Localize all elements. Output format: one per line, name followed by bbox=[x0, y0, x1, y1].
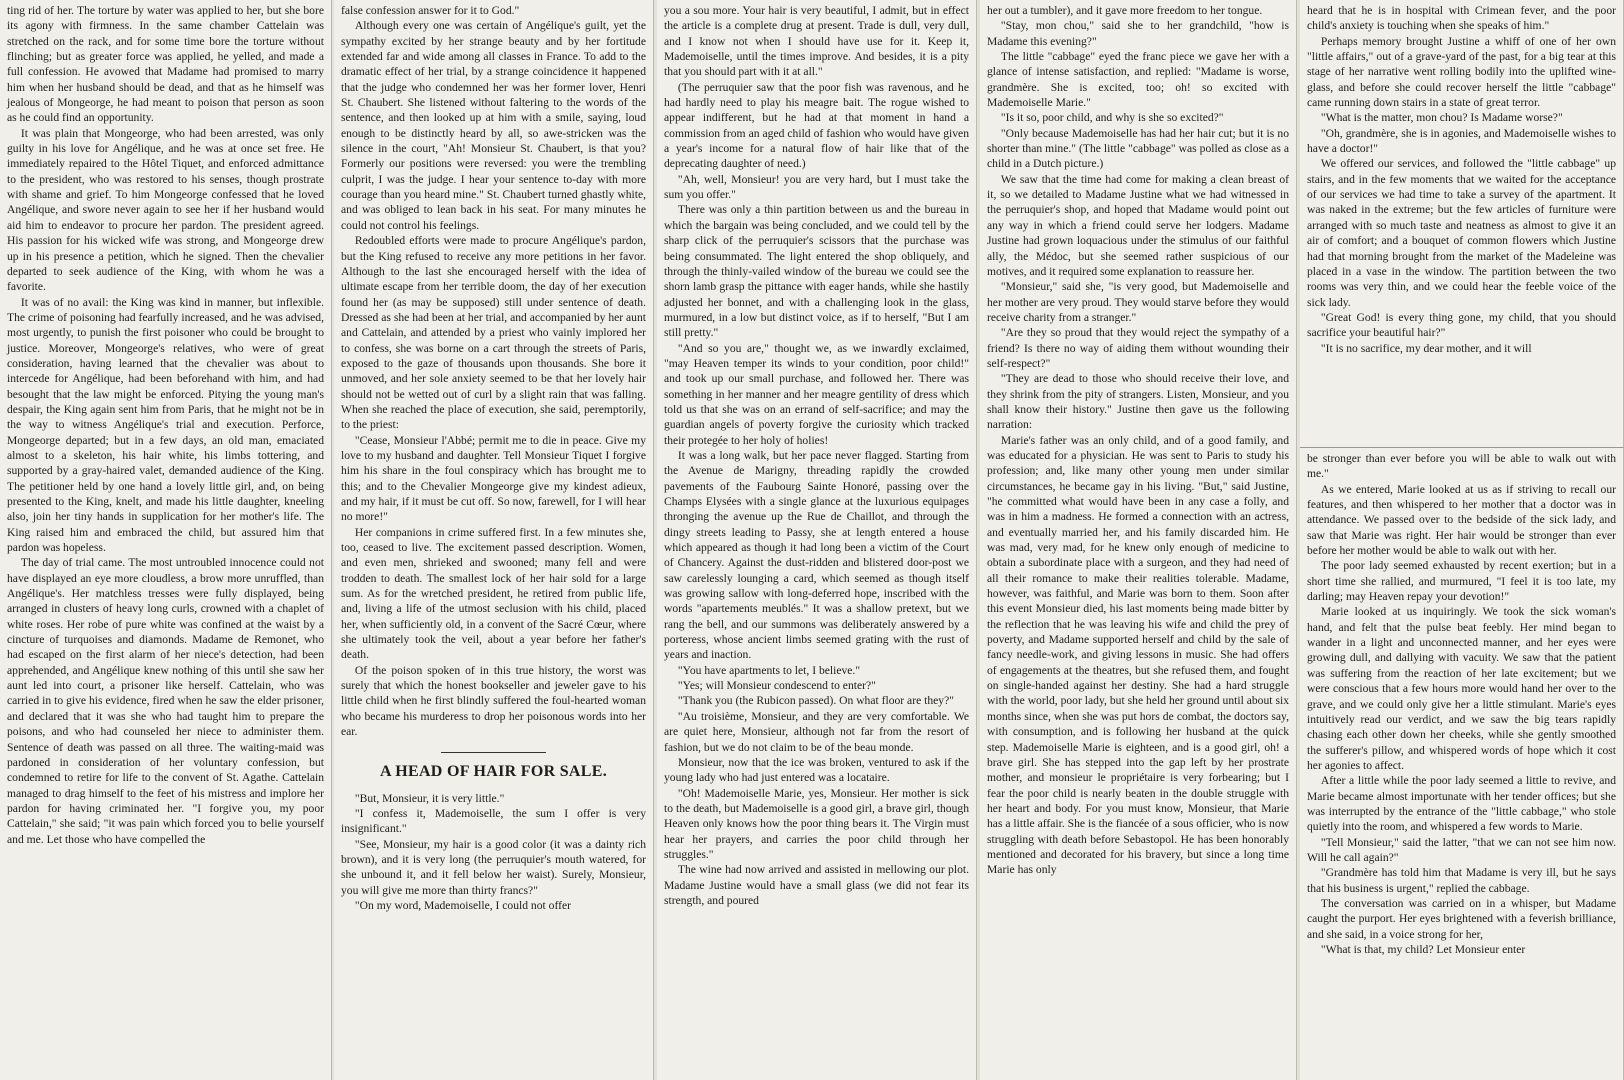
paragraph: Marie looked at us inquiringly. We took the sick woman's hand, and felt that the pulse beat feebly. Her mind began to wander in a light and unconnected manner, and her eyes were growing dull, and dallying with vacuity. We saw that the patient was suffering from the reaction of her late excitement; but we were conscious that a few hours more would hand her over to the grave, and we could only give her a little stimulant. Marie's eyes intuitively read our verdict, and we saw the big tears rapidly chasing each other down her cheeks, while she gently smoothed the sufferer's pillow, and whispered words of hope which it cost her agonies to affect. bbox=[1307, 605, 1616, 772]
paragraph: "You have apartments to let, I believe." bbox=[677, 663, 861, 677]
paragraph: be stronger than ever before you will be able to walk out with me." bbox=[1307, 452, 1616, 481]
paragraph: "Tell Monsieur," said the latter, "that we can not see him now. Will he call again?" bbox=[1307, 835, 1616, 864]
paragraph: "Cease, Monsieur l'Abbé; permit me to die in peace. Give my love to my husband and daughter. Tell Monsieur Tiquet I forgive him his share in the foul conspiracy which has brought me to this; and to the Chevalier Mongeorge give my kindest adieux, and my hair, if it must be cut off. So now, farewell, for I will hear no more!" bbox=[341, 433, 646, 524]
paragraph: "Ah, well, Monsieur! you are very hard, but I must take the sum you offer." bbox=[664, 172, 969, 202]
paragraph: "See, Monsieur, my hair is a good color (it was a dainty rich brown), and it is very long (the perruquier's mouth watered, for she unbound it, and it fell below her waist). Surely, Monsieur, you will give me more than thirty francs?" bbox=[341, 837, 646, 897]
paragraph: "Au troisième, Monsieur, and they are very comfortable. We are quiet here, Monsieur, although not far from the resort of fashion, but we do not claim to be of the beau monde. bbox=[664, 709, 969, 754]
paragraph: ting rid of her. The torture by water was applied to her, but she bore its agony with firmness. In the same chamber Cattelain was stretched on the rack, and for some time bore the torture without flinching; but as greater force was applied, he yelled, and made a full confession. He avowed that Madame had promised to marry him when her husband should be dead, and that as he himself was jealous of Mongeorge, he had meant to poison that person as soon as he could find an opportunity. bbox=[7, 4, 324, 125]
paragraph: "Is it so, poor child, and why is she so excited?" bbox=[1000, 111, 1224, 125]
paragraph: "Only because Mademoiselle has had her hair cut; but it is no shorter than mine." (The little "cabbage" was polled as close as a child in a Dutch picture.) bbox=[987, 126, 1289, 171]
paragraph: "What is that, my child? Let Monsieur enter bbox=[1320, 943, 1526, 956]
paragraph: "But, Monsieur, it is very little." bbox=[354, 791, 505, 805]
column-5-top bbox=[1300, 0, 1624, 448]
paragraph: "What is the matter, mon chou? Is Madame worse?" bbox=[1320, 111, 1563, 125]
paragraph: heard that he is in hospital with Crimean fever, and the poor child's anxiety is touching when she speaks of him." bbox=[1307, 4, 1616, 33]
column-1 bbox=[0, 0, 332, 1080]
paragraph: Of the poison spoken of in this true history, the worst was surely that which the honest bookseller and jeweler gave to his little child when he first blindly suffered the foul-hearted woman who became his murderess to drop her poisonous words into her ear. bbox=[341, 663, 646, 739]
paragraph: We offered our services, and followed the "little cabbage" up stairs, and in the few moments that we waited for the acceptance of our services we had time to take a survey of the apartment. It was naked in the extreme; but the few articles of furniture were arranged with so much taste and neatness as almost to give it an air of comfort; and a bouquet of common flowers which Justine had that morning brought from the market of the Madeleine was placed in a vase in the window. The partition between the two rooms was very thin, and we could hear the feeble voice of the sick lady. bbox=[1307, 157, 1616, 309]
paragraph: "They are dead to those who should receive their love, and they shrink from the pity of strangers. Listen, Monsieur, and you shall know their history." Justine then gave us the following narration: bbox=[987, 372, 1289, 432]
paragraph: "I confess it, Mademoiselle, the sum I offer is very insignificant." bbox=[341, 806, 646, 836]
paragraph: The poor lady seemed exhausted by recent exertion; but in a short time she rallied, and murmured, "I feel it is too late, my darling; may Heaven repay your devotion!" bbox=[1307, 559, 1616, 604]
column-5-bottom bbox=[1300, 448, 1624, 1080]
paragraph: The conversation was carried on in a whisper, but Madame caught the purport. Her eyes brightened with a feverish brilliance, and she said, in a voice strong for her, bbox=[1307, 896, 1616, 941]
paragraph: Redoubled efforts were made to procure Angélique's pardon, but the King refused to receive any more petitions in her favor. Although to the last she encouraged herself with the idea of ultimate escape from her terrible doom, the day of her execution found her (as may be supposed) still under sentence of death. Dressed as she had been at her trial, and accompanied by her aunt and Cattelain, and attended by a priest who vainly implored her to confess, she was borne on a cart through the streets of Paris, exposed to the gaze of thousands upon thousands. She bore it unmoved, and her sole anxiety seemed to be that her lovely hair should not be wetted out of curl by a slight rain that was falling. When she reached the place of execution, she said, peremptorily, to the priest: bbox=[341, 234, 646, 432]
paragraph: "Thank you (the Rubicon passed). On what floor are they?" bbox=[677, 694, 954, 708]
paragraph: "On my word, Mademoiselle, I could not offer bbox=[354, 898, 571, 912]
paragraph: As we entered, Marie looked at us as if striving to recall our features, and then whispered to her mother that a doctor was in attendance. We passed over to the bedside of the sick lady, and saw that Marie was right. Her hair would be stronger than ever before her mother would be able to walk out with her. bbox=[1307, 482, 1616, 558]
paragraph: After a little while the poor lady seemed a little to revive, and Marie became almost importunate with her tender offices; but she was interrupted by the entrance of the "little cabbage," who stole quietly into the room, and whispered a few words to Marie. bbox=[1307, 774, 1616, 834]
paragraph: We saw that the time had come for making a clean breast of it, so we detailed to Madame Justine what we had witnessed in the perruquier's shop, and hoped that Madame would point out any way in which a friend could serve her lodgers. Madame Justine had grown loquacious under the stimulus of our faithful ally, the Médoc, but she seemed rather suspicious of our motives, and it required some explanation to reassure her. bbox=[987, 172, 1289, 278]
paragraph: The little "cabbage" eyed the franc piece we gave her with a glance of intense satisfaction, and replied: "Madame is worse, grandmère. She is excited, too; oh! so excited with Mademoiselle Marie." bbox=[987, 50, 1289, 110]
paragraph: (The perruquier saw that the poor fish was ravenous, and he had hardly need to play his meagre bait. The rogue wished to appear indifferent, but he had at that moment in hand a commission from an aged child of fashion who would have given a year's income for a natural flow of hair like that of the deprecating daughter of need.) bbox=[664, 80, 969, 171]
column-2 bbox=[334, 0, 654, 1080]
paragraph: "Are they so proud that they would reject the sympathy of a friend? Is there no way of aiding them without wounding their self-respect?" bbox=[987, 326, 1289, 370]
paragraph: false confession answer for it to God." bbox=[341, 4, 520, 17]
paragraph: "It is no sacrifice, my dear mother, and it will bbox=[1320, 341, 1532, 355]
paragraph: you a sou more. Your hair is very beautiful, I admit, but in effect the article is a complete drug at present. Trade is dull, very dull, and I know not when I should have use for it. Keep it, Mademoiselle, until the times improve. And besides, it is a pity that you should part with it at all." bbox=[664, 4, 969, 79]
paragraph: Her companions in crime suffered first. In a few minutes she, too, ceased to live. The excitement passed description. Women, and even men, shrieked and swooned; many fell and were trodden to death. The smallest lock of her hair sold for a large sum. As for the wretched president, he retired from public life, and, living a life of the utmost seclusion with his child, placed her, when sufficiently old, in a convent of the Sacré Cœur, where she ultimately took the veil, about a year before her father's death. bbox=[341, 525, 646, 662]
column-3 bbox=[657, 0, 977, 1080]
paragraph: Monsieur, now that the ice was broken, ventured to ask if the young lady who had just entered was a locataire. bbox=[664, 755, 969, 785]
paragraph: It was plain that Mongeorge, who had been arrested, was only guilty in his love for Angélique, and he was at once set free. He immediately repaired to the Hôtel Tiquet, and enforced admittance to the president, who was restored to his senses, though prostrate with shame and grief. To him Mongeorge confessed that he loved Angélique, and swore never again to see her if her husband would aid him to endeavor to procure her pardon. The president agreed. His passion for his wicked wife was strong, and Mongeorge drew up in his presence a petition, which he signed. Then the chevalier departed to seek audience of the King, with whom he was a favorite. bbox=[7, 126, 324, 294]
column-4 bbox=[980, 0, 1297, 1080]
paragraph: her out a tumbler), and it gave more freedom to her tongue. bbox=[987, 4, 1263, 17]
paragraph: The wine had now arrived and assisted in mellowing our plot. Madame Justine would have a small glass (we did not fear its strength, and poured bbox=[664, 863, 969, 907]
paragraph: There was only a thin partition between us and the bureau in which the bargain was being concluded, and we could tell by the sharp click of the perruquier's scissors that the purchase was being consummated. The light entered the shop obliquely, and through the thinly-vailed window of the bureau we could see the shorn lamb grasp the pittance with eager hands, while she hastily adjusted her bonnet, and with a challenging look in the glass, murmured, in a low but distinct voice, as if to herself, "But I am still pretty." bbox=[664, 203, 969, 340]
paragraph: "Oh! Mademoiselle Marie, yes, Monsieur. Her mother is sick to the death, but Mademoiselle is a good girl, a brave girl, though Heaven only knows how the poor thing bears it. The Virgin must hear her prayers, and carries the poor child through her struggles." bbox=[664, 786, 969, 861]
paragraph: Marie's father was an only child, and of a good family, and was educated for a physician. He was sent to Paris to study his profession; and, like many other young men under similar circumstances, he became gay in his living. "But," said Justine, "he committed what would have been in any case a folly, and was in him a madness. He formed a connection with an actress, and eventually married her, and his family discarded him. He was mad, very mad, for he knew only enough of medicine to obtain a subordinate place with a surgeon, and they had need of all their romance to make their realities tolerable. Madame, however, was faithful, and Marie was born to them. Soon after this event Monsieur died, his last moments being made bitter by the reflection that he was leaving his wife and child the prey of poverty, and Madame supported herself and child by the sale of fancy needle-work, and giving lessons in music. She had offers of engagements at the theatres, but she refused them, and fought on single-handed against her destiny. She had a hard struggle with the world, poor lady, but she held her ground until about six months since, when she was put hors de combat, the doctors say, with consumption, and is following her husband at the quick step. Mademoiselle Marie is eighteen, and is a good girl, oh! a brave girl. She has stepped into the gap left by her prostrate mother, and monsieur le propriétaire is very forbearing; but I fear the poor child is nearly beaten in the double struggle with her heart and body. For you must know, Monsieur, that Marie has a little affair. She is the fiancée of a sous officier, who is now struggling with death before Sebastopol. He has been honorably mentioned and decorated for his bravery, but since a long time Marie has only bbox=[987, 433, 1289, 877]
paragraph: Perhaps memory brought Justine a whiff of one of her own "little affairs," out of a grave-yard of the past, for a big tear at this stage of her narrative went rolling bodily into the uplifted wine-glass, and before she could recover herself the little "cabbage" came running down stairs in a state of great terror. bbox=[1307, 34, 1616, 110]
paragraph: "Monsieur," said she, "is very good, but Mademoiselle and her mother are very proud. They would starve before they would receive charity from a stranger." bbox=[987, 280, 1289, 324]
paragraph: "Oh, grandmère, she is in agonies, and Mademoiselle wishes to have a doctor!" bbox=[1307, 126, 1616, 156]
section-divider bbox=[441, 752, 546, 753]
paragraph: "And so you are," thought we, as we inwardly exclaimed, "may Heaven temper its winds to your condition, poor child!" and took up our small purchase, and followed her. There was something in her manner and her meagre gentility of dress which told us that she was on an errand of self-sacrifice; and may the guardian angels of poverty forgive the curiosity which tracked their protegée to her holy of holies! bbox=[664, 341, 969, 447]
paragraph: "Stay, mon chou," said she to her grandchild, "how is Madame this evening?" bbox=[987, 19, 1289, 48]
paragraph: It was a long walk, but her pace never flagged. Starting from the Avenue de Marigny, threading rapidly the crowded pavements of the Faubourg Sainte Honoré, passing over the Champs Elysées with a single glance at the luxurious equipages thronging the avenue up the Rue de Chaillot, and through the dingy streets leading to Passy, she at length entered a house which appeared as though it had long been a victim of the Court of Chancery. Against the dust-ridden and blistered door-post we saw carelessly lounging a card, which seemed as though itself was growing sallow with long-deferred hope, inscribed with the words "apartements meublés." It was a shallow pretext, but we rang the bell, and our summons was deliberately answered by a porteress, whose ancient limbs seemed grating with the rust of years and inaction. bbox=[664, 448, 969, 662]
paragraph: Although every one was certain of Angélique's guilt, yet the sympathy excited by her strange beauty and by her fortitude extended far and wide among all classes in France. To add to the dramatic effect of her trial, by a strange coincidence it happened that the judge who condemned her was her former lover, Henri St. Chaubert. She listened without faltering to the words of the sentence, and then looked up at him with a smile, saying, loud enough to be distinctly heard by all, so awe-stricken was the silence in the court, "Ah! Monsieur St. Chaubert, is that you? Formerly our positions were reversed: you were the trembling culprit, I was the judge. I hear your sentence to-day with more courage than you heard mine." St. Chaubert turned ghastly white, and was obliged to lean back in his seat. For many minutes he could not control his feelings. bbox=[341, 19, 646, 232]
paragraph: It was of no avail: the King was kind in manner, but inflexible. The crime of poisoning had fearfully increased, and he was advised, most urgently, to punish the first poisoner who could be brought to justice. Moreover, Mongeorge's relatives, who were of great consideration, having learned that the chevalier was about to intercede for Angélique, had been beforehand with him, and had besought that the law might be enforced. Pitying the young man's despair, the King again sent him from Paris, that he might not be in the way to witness Angélique's trial and execution. Perforce, Mongeorge departed; but in a few days, an old man, emaciated almost to a skeleton, his hair white, his limbs tottering, and supported by a gray-haired valet, demanded audience of the King. The petitioner held by one hand a lovely little girl, and, on being presented to the King, knelt, and made his little daughter, kneeling also, join her tiny hands in supplication for her mother's life. The King raised him and embraced the child, but assured him that pardon was hopeless. bbox=[7, 295, 324, 555]
article-heading: A HEAD OF HAIR FOR SALE. bbox=[379, 762, 608, 780]
paragraph: "Great God! is every thing gone, my child, that you should sacrifice your beautiful hair?" bbox=[1307, 310, 1616, 340]
paragraph: The day of trial came. The most untroubled innocence could not have displayed an eye more cloudless, a brow more unruffled, than Angélique's. Her matchless tresses were fully displayed, being arranged in clusters of heavy long curls, crowned with a chaplet of white roses. Her robe of pure white was confined at the waist by a cincture of turquoises and diamonds. Madame de Remonet, who had escaped on the first alarm of her niece's detection, had been apprehended, and Angélique knew nothing of this until she saw her aunt led into court, a prisoner like herself. Cattelain, who was carried in to give his evidence, fired when he saw the elder prisoner, and declared that it was she who had taught him to prepare the poisons, and who had counseled her niece to administer them. Sentence of death was passed on all three. The waiting-maid was pardoned in consideration of her voluntary confession, but condemned to retire for life to the convent of St. Agathe. Cattelain managed to drag himself to the feet of his mistress and implore her pardon for having criminated her. "I forgive you, my poor Cattelain," she said; "it was pain which forced you to belie yourself and me. Let those who have compelled the bbox=[7, 556, 324, 846]
paragraph: "Grandmère has told him that Madame is very ill, but he says that his business is urgent," replied the cabbage. bbox=[1307, 866, 1616, 895]
paragraph: "Yes; will Monsieur condescend to enter?" bbox=[677, 679, 876, 693]
